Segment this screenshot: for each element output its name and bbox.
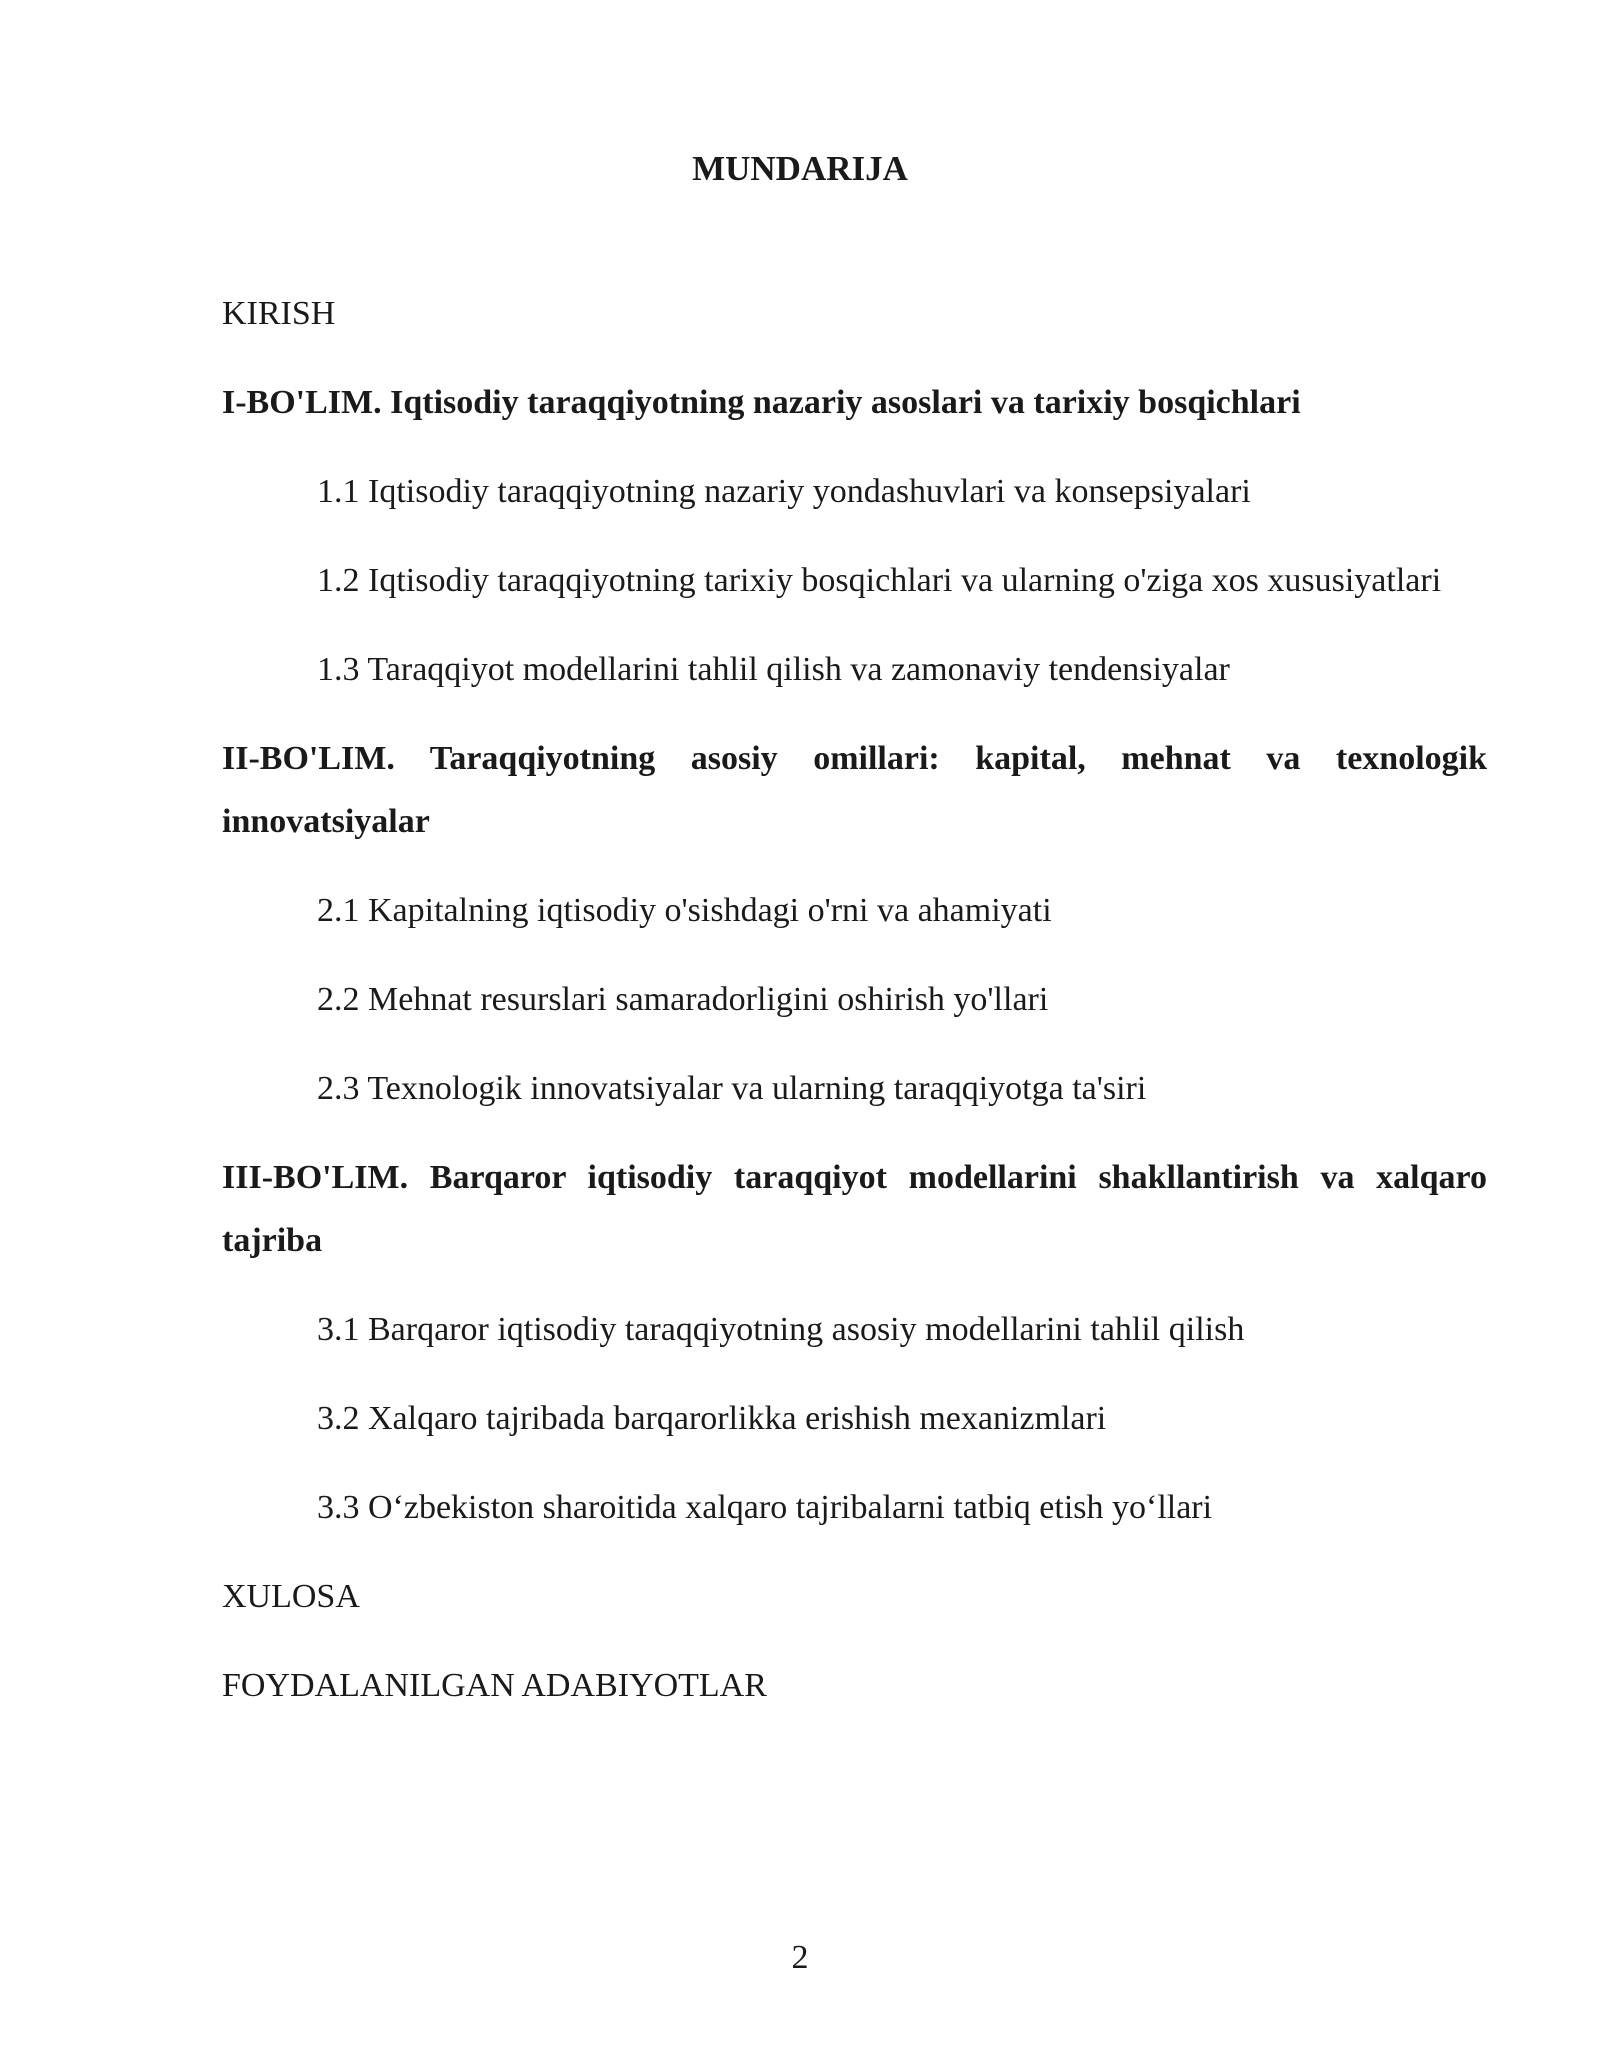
toc-subsection-2-3: 2.3 Texnologik innovatsiyalar va ularning taraqqiyotga ta'siri — [317, 1070, 1147, 1107]
toc-subsection-2-1: 2.1 Kapitalning iqtisodiy o'sishdagi o'rni va ahamiyati — [317, 892, 1052, 929]
toc-subsection-3-1: 3.1 Barqaror iqtisodiy taraqqiyotning asosiy modellarini tahlil qilish — [317, 1311, 1245, 1348]
toc-subsection-3-2: 3.2 Xalqaro tajribada barqarorlikka erishish mexanizmlari — [317, 1400, 1107, 1437]
toc-subsection-1-3: 1.3 Taraqqiyot modellarini tahlil qilish va zamonaviy tendensiyalar — [317, 651, 1230, 688]
page-number: 2 — [791, 1939, 809, 1976]
toc-subsection-1-2: 1.2 Iqtisodiy taraqqiyotning tarixiy bosqichlari va ularning o'ziga xos xususiyatlari — [317, 562, 1442, 599]
toc-entry-references: FOYDALANILGAN ADABIYOTLAR — [222, 1667, 767, 1704]
toc-subsection-3-3: 3.3 O‘zbekiston sharoitida xalqaro tajribalarni tatbiq etish yo‘llari — [317, 1489, 1213, 1526]
toc-subsection-1-1: 1.1 Iqtisodiy taraqqiyotning nazariy yondashuvlari va konsepsiyalari — [317, 473, 1251, 510]
toc-entry-xulosa: XULOSA — [222, 1578, 360, 1615]
toc-section-1: I-BO'LIM. Iqtisodiy taraqqiyotning nazariy asoslari va tarixiy bosqichlari — [222, 384, 1301, 421]
toc-section-2: II-BO'LIM. Taraqqiyotning asosiy omillari: kapital, mehnat va texnologik innovatsiyalar — [222, 740, 1487, 840]
toc-section-3: III-BO'LIM. Barqaror iqtisodiy taraqqiyot modellarini shakllantirish va xalqaro tajriba — [222, 1159, 1487, 1259]
page-title: MUNDARIJA — [692, 149, 908, 188]
toc-subsection-2-2: 2.2 Mehnat resurslari samaradorligini oshirish yo'llari — [317, 981, 1049, 1018]
table-of-contents — [222, 282, 1487, 1743]
toc-entry-kirish: KIRISH — [222, 295, 336, 332]
